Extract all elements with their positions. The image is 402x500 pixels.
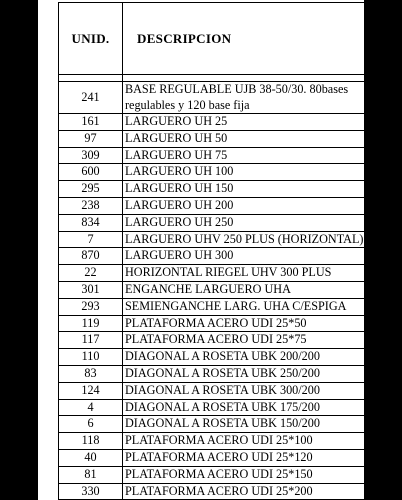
spacer-cell — [123, 75, 365, 82]
description-cell: DIAGONAL A ROSETA UBK 150/200 — [123, 416, 365, 433]
units-cell: 118 — [59, 433, 123, 450]
table-row — [59, 197, 365, 214]
units-cell: 6 — [59, 416, 123, 433]
table-row — [59, 332, 365, 349]
table-row — [59, 130, 365, 147]
description-cell: LARGUERO UH 25 — [123, 114, 365, 131]
units-cell: 4 — [59, 399, 123, 416]
inventory-table — [58, 2, 364, 500]
units-column-header: UNID. — [59, 3, 123, 75]
units-cell: 22 — [59, 265, 123, 282]
units-cell: 241 — [59, 82, 123, 114]
table-row — [59, 164, 365, 181]
units-cell: 81 — [59, 466, 123, 483]
description-cell: ENGANCHE LARGUERO UHA — [123, 281, 365, 298]
units-cell: 309 — [59, 147, 123, 164]
description-cell: LARGUERO UH 100 — [123, 164, 365, 181]
units-cell: 238 — [59, 197, 123, 214]
table-row — [59, 416, 365, 433]
description-cell: LARGUERO UH 250 — [123, 214, 365, 231]
units-cell: 834 — [59, 214, 123, 231]
description-cell: DIAGONAL A ROSETA UBK 175/200 — [123, 399, 365, 416]
table-row — [59, 214, 365, 231]
description-cell: LARGUERO UH 75 — [123, 147, 365, 164]
description-cell: LARGUERO UH 300 — [123, 248, 365, 265]
header-row — [59, 3, 365, 75]
units-cell: 330 — [59, 483, 123, 500]
description-column-header: DESCRIPCION — [123, 3, 365, 75]
table-row — [59, 114, 365, 131]
description-cell: PLATAFORMA ACERO UDI 25*75 — [123, 332, 365, 349]
description-cell: SEMIENGANCHE LARG. UHA C/ESPIGA — [123, 298, 365, 315]
units-cell: 124 — [59, 382, 123, 399]
units-cell: 97 — [59, 130, 123, 147]
description-cell: LARGUERO UH 150 — [123, 181, 365, 198]
description-cell: DIAGONAL A ROSETA UBK 250/200 — [123, 365, 365, 382]
table-row — [59, 281, 365, 298]
units-cell: 117 — [59, 332, 123, 349]
description-cell: BASE REGULABLE UJB 38-50/30. 80bases regulables y 120 base fija — [123, 82, 365, 114]
spacer-cell — [59, 75, 123, 82]
table-row — [59, 315, 365, 332]
table-row — [59, 349, 365, 366]
units-cell: 293 — [59, 298, 123, 315]
description-cell: HORIZONTAL RIEGEL UHV 300 PLUS — [123, 265, 365, 282]
description-cell: LARGUERO UH 200 — [123, 197, 365, 214]
table-row — [59, 82, 365, 114]
units-cell: 870 — [59, 248, 123, 265]
table-row — [59, 382, 365, 399]
description-cell: DIAGONAL A ROSETA UBK 200/200 — [123, 349, 365, 366]
description-cell: PLATAFORMA ACERO UDI 25*100 — [123, 433, 365, 450]
units-cell: 295 — [59, 181, 123, 198]
table-row — [59, 449, 365, 466]
description-cell: LARGUERO UH 50 — [123, 130, 365, 147]
spacer-row — [59, 75, 365, 82]
table-row — [59, 399, 365, 416]
units-cell: 110 — [59, 349, 123, 366]
table-row — [59, 231, 365, 248]
table-row — [59, 433, 365, 450]
description-cell: DIAGONAL A ROSETA UBK 300/200 — [123, 382, 365, 399]
document-page — [38, 0, 364, 500]
description-cell: PLATAFORMA ACERO UDI 25*200 — [123, 483, 365, 500]
table-row — [59, 147, 365, 164]
units-cell: 40 — [59, 449, 123, 466]
table-row — [59, 483, 365, 500]
table-row — [59, 298, 365, 315]
units-cell: 7 — [59, 231, 123, 248]
table-row — [59, 181, 365, 198]
description-cell: PLATAFORMA ACERO UDI 25*50 — [123, 315, 365, 332]
table-row — [59, 248, 365, 265]
units-cell: 161 — [59, 114, 123, 131]
units-cell: 83 — [59, 365, 123, 382]
units-cell: 600 — [59, 164, 123, 181]
units-cell: 301 — [59, 281, 123, 298]
description-cell: PLATAFORMA ACERO UDI 25*150 — [123, 466, 365, 483]
description-cell: PLATAFORMA ACERO UDI 25*120 — [123, 449, 365, 466]
table-row — [59, 265, 365, 282]
units-cell: 119 — [59, 315, 123, 332]
description-cell: LARGUERO UHV 250 PLUS (HORIZONTAL) — [123, 231, 365, 248]
table-row — [59, 466, 365, 483]
table-row — [59, 365, 365, 382]
